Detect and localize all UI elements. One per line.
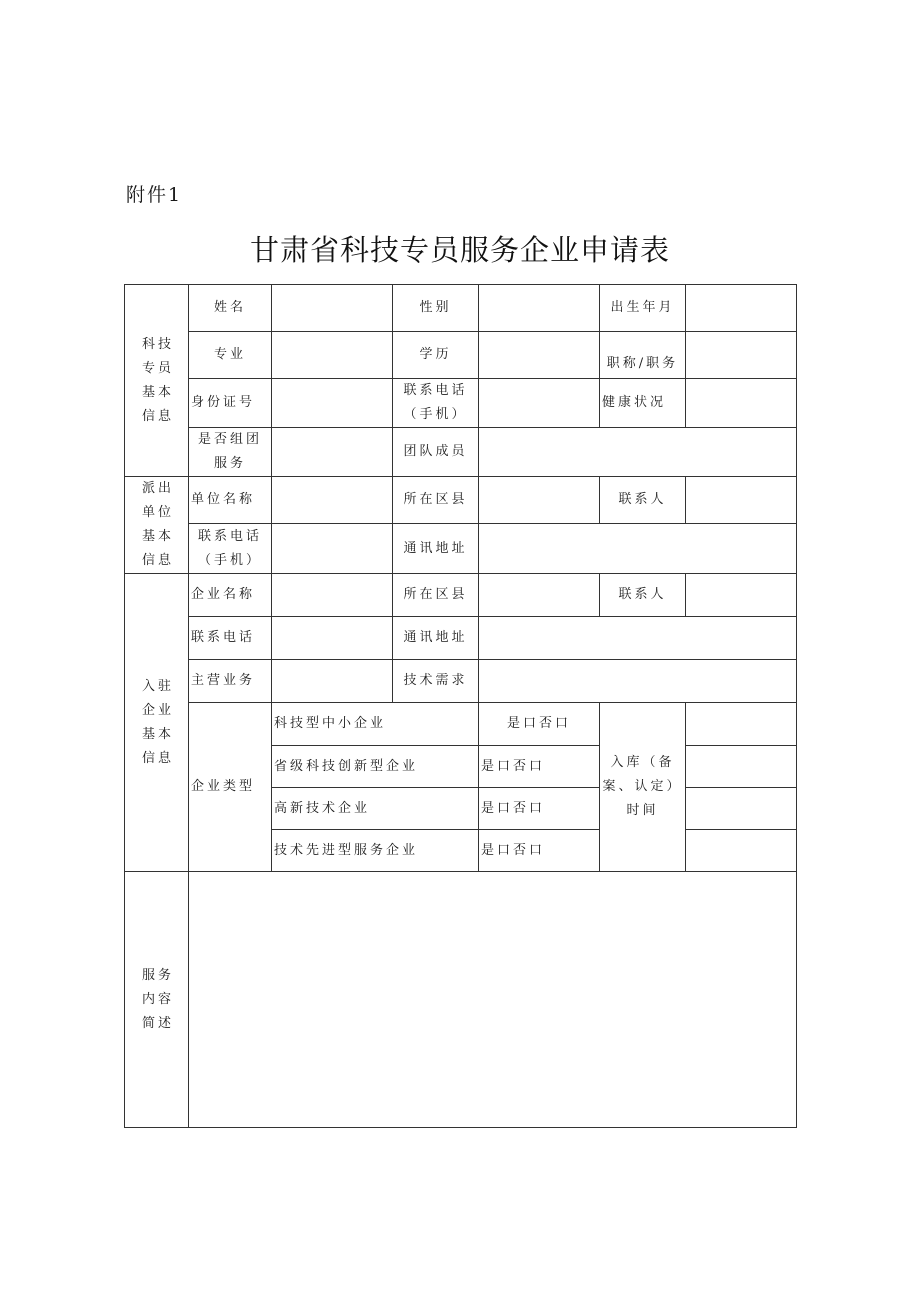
company-name-field[interactable]	[272, 574, 393, 617]
row-major	[125, 332, 797, 379]
specialist-phone-label: 联系电话（手机）	[393, 379, 479, 428]
section-label-specialist: 科技专员基本信息	[125, 285, 189, 477]
row-service-content	[125, 872, 797, 1128]
company-address-label: 通讯地址	[393, 617, 479, 660]
row-company-type-1	[125, 703, 797, 746]
main-business-field[interactable]	[272, 660, 393, 703]
registry-time-field[interactable]	[686, 788, 797, 830]
unit-name-field[interactable]	[272, 477, 393, 524]
company-type-name: 科技型中小企业	[272, 703, 479, 746]
specialist-phone-field[interactable]	[479, 379, 600, 428]
gender-field[interactable]	[479, 285, 600, 332]
birth-label: 出生年月	[600, 285, 686, 332]
form-title: 甘肃省科技专员服务企业申请表	[249, 233, 670, 267]
application-form-table	[124, 284, 797, 1128]
health-label: 健康状况	[600, 379, 686, 428]
job-title-field[interactable]	[686, 332, 797, 379]
section-label-service-content: 服务内容简述	[125, 872, 189, 1128]
unit-address-field[interactable]	[479, 524, 797, 574]
registry-time-field[interactable]	[686, 830, 797, 872]
company-contact-field[interactable]	[686, 574, 797, 617]
team-members-label: 团队成员	[393, 428, 479, 477]
unit-district-label: 所在区县	[393, 477, 479, 524]
registry-time-label: 入库（备案、认定）时间	[600, 703, 686, 872]
service-content-field[interactable]	[189, 872, 797, 1128]
education-field[interactable]	[479, 332, 600, 379]
company-type-name: 高新技术企业	[272, 788, 479, 830]
health-field[interactable]	[686, 379, 797, 428]
company-name-label: 企业名称	[189, 574, 272, 617]
unit-district-field[interactable]	[479, 477, 600, 524]
company-phone-label: 联系电话	[189, 617, 272, 660]
unit-phone-field[interactable]	[272, 524, 393, 574]
major-label: 专业	[189, 332, 272, 379]
company-type-choice[interactable]: 是口否口	[479, 746, 600, 788]
unit-name-label: 单位名称	[189, 477, 272, 524]
company-type-choice[interactable]: 是口否口	[479, 703, 600, 746]
company-type-name: 省级科技创新型企业	[272, 746, 479, 788]
gender-label: 性别	[393, 285, 479, 332]
row-name	[125, 285, 797, 332]
company-district-field[interactable]	[479, 574, 600, 617]
row-unit-name	[125, 477, 797, 524]
section-label-company: 入驻企业基本信息	[125, 574, 189, 872]
company-type-label: 企业类型	[189, 703, 272, 872]
job-title-label: 职称/职务	[600, 332, 686, 379]
tech-need-label: 技术需求	[393, 660, 479, 703]
attachment-label: 附件1	[126, 184, 183, 206]
company-type-choice[interactable]: 是口否口	[479, 830, 600, 872]
row-company-phone	[125, 617, 797, 660]
section-label-dispatch-unit: 派出单位基本信息	[125, 477, 189, 574]
team-service-field[interactable]	[272, 428, 393, 477]
row-unit-phone	[125, 524, 797, 574]
id-number-label: 身份证号	[189, 379, 272, 428]
company-address-field[interactable]	[479, 617, 797, 660]
company-contact-label: 联系人	[600, 574, 686, 617]
name-label: 姓名	[189, 285, 272, 332]
row-id	[125, 379, 797, 428]
company-phone-field[interactable]	[272, 617, 393, 660]
unit-address-label: 通讯地址	[393, 524, 479, 574]
team-service-label: 是否组团服务	[189, 428, 272, 477]
registry-time-field[interactable]	[686, 703, 797, 746]
company-type-name: 技术先进型服务企业	[272, 830, 479, 872]
birth-field[interactable]	[686, 285, 797, 332]
major-field[interactable]	[272, 332, 393, 379]
unit-phone-label: 联系电话（手机）	[189, 524, 272, 574]
main-business-label: 主营业务	[189, 660, 272, 703]
row-company-name	[125, 574, 797, 617]
tech-need-field[interactable]	[479, 660, 797, 703]
row-company-business	[125, 660, 797, 703]
name-field[interactable]	[272, 285, 393, 332]
team-members-field[interactable]	[479, 428, 797, 477]
registry-time-field[interactable]	[686, 746, 797, 788]
company-type-choice[interactable]: 是口否口	[479, 788, 600, 830]
unit-contact-label: 联系人	[600, 477, 686, 524]
company-district-label: 所在区县	[393, 574, 479, 617]
id-number-field[interactable]	[272, 379, 393, 428]
row-team	[125, 428, 797, 477]
unit-contact-field[interactable]	[686, 477, 797, 524]
education-label: 学历	[393, 332, 479, 379]
